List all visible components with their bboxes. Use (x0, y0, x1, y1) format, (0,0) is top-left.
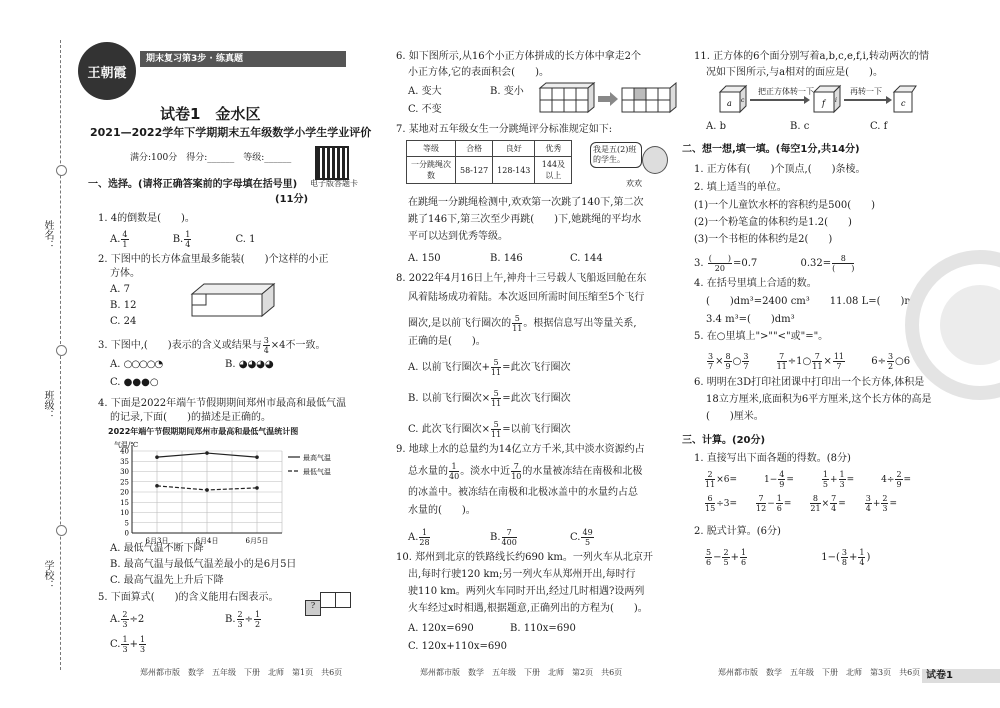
q2-opt-c: C. 24 (110, 316, 137, 327)
table-cell: 128-143 (493, 157, 535, 184)
legend-label: 最低气温 (303, 468, 331, 476)
s2-q1: 1. 正方体有( )个顶点,( )条棱。 (694, 164, 866, 175)
s3-q2-expr: $\frac{5}{6}$ − $\frac{2}{5}$ + $\frac{1}{6}$ 1−( $\frac{3}{8}$ + $\frac{1}{4}$ ) (706, 548, 871, 567)
svg-text:i: i (835, 97, 837, 104)
table-cell: 144及以上 (535, 157, 572, 184)
q6-opt-b: B. 变小 (490, 86, 524, 97)
q10-opt-b: B. 110x=690 (510, 623, 576, 634)
q7: 7. 某地对五年级女生一分跳绳评分标准规定如下: (396, 124, 613, 135)
q11-opt-c: C. f (870, 121, 888, 132)
q7-opt-c: C. 144 (570, 253, 603, 264)
q9-opt-a: A. $\frac{1}{28}$ (408, 528, 430, 547)
table-cell: 58-127 (456, 157, 493, 184)
oral-calc-grid: $\frac{2}{11}$ ×6= 1− $\frac{4}{9}$ = $\frac{1}{5}$ + $\frac{1}{3}$ = 4÷ $\frac{2}{9}$ = $\frac{6}{15}$ ÷3= $\frac{7}{12}$ − $\frac{1}{6}$ = $\frac{8}{21}$ × $\frac{7}{4}$ = $\frac{3}{4}$ + $\frac{2}{3}$ = (705, 470, 912, 513)
bubble-name: 欢欢 (626, 179, 642, 188)
s2-q2a: (1)一个儿童饮水杯的容积约是500( ) (694, 200, 876, 211)
y-tick-label: 35 (120, 457, 129, 466)
q8-opt-c: C. 此次飞行圈次× $\frac{5}{11}$ =以前飞行圈次 (408, 420, 571, 439)
q8-text-1: 8. 2022年4月16日上午,神舟十三号载人飞船返回舱在东 (396, 273, 647, 284)
q7-opt-a: A. 150 (408, 253, 441, 264)
q10-text-2: 出,每时行驶120 km;另一列火车从郑州开出,每时行 (408, 569, 636, 580)
s2-q5-items: $\frac{3}{7}$ × $\frac{8}{9}$ ○ $\frac{3}{7}$ $\frac{7}{11}$ ÷1○ $\frac{7}{11}$ × $\frac{11}{7}$ 6÷ $\frac{3}{2}$ ○6 (708, 352, 911, 371)
data-point (155, 455, 159, 459)
girl-illustration (642, 146, 668, 174)
section-1-score: (11分) (275, 194, 309, 205)
y-tick-label: 40 (120, 447, 129, 456)
q10-opt-a: A. 120x=690 (408, 623, 474, 634)
q5-opt-c: C. $\frac{1}{3}$ + $\frac{1}{3}$ (110, 635, 146, 654)
data-point (155, 484, 159, 488)
q3-opt-b: B. ◕◕◕◕ (225, 359, 274, 370)
column-2 (390, 0, 680, 708)
jump-rope-table (406, 140, 572, 184)
data-point (205, 488, 209, 492)
q9-text-4: 水量的( )。 (408, 505, 476, 516)
data-point (255, 486, 259, 490)
y-tick-label: 15 (120, 498, 129, 507)
cube-rotation-figure (718, 84, 918, 119)
table-header: 合格 (456, 141, 493, 157)
q11-opt-a: A. b (706, 121, 726, 132)
s2-q4: 4. 在括号里填上合适的数。 (694, 278, 817, 289)
step-badge: 期末复习第3步 · 练真题 (140, 51, 346, 67)
section-2-title: 二、想一想,填一填。(每空1分,共14分) (682, 144, 860, 155)
y-axis-label: 气温/℃ (114, 441, 139, 449)
class-label: 班级： (42, 390, 53, 420)
x-tick-label: 6月5日 (245, 537, 269, 545)
q4-opt-a: A. 最低气温不断下降 (110, 543, 204, 554)
q9-text-3: 的冰盖中。被冻结在南极和北极冰盖中的水量约占总 (408, 487, 638, 498)
q5-opt-a: A. $\frac{2}{3}$ ÷2 (110, 610, 145, 629)
secret-watermark (890, 250, 1000, 400)
paper-title: 试卷1 金水区 (160, 105, 261, 123)
s3-q1: 1. 直接写出下面各题的得数。(8分) (694, 453, 851, 464)
name-label: 姓名： (42, 220, 53, 250)
q7-opt-b: B. 146 (490, 253, 523, 264)
data-point (205, 451, 209, 455)
q4-cont: 的记录,下面( )的描述是正确的。 (110, 412, 271, 423)
brand-logo-text: 王朝霞 (87, 65, 127, 81)
footer-page-2: 郑州都市版 数学 五年级 下册 北师 第2页 共6页 (420, 668, 623, 677)
column-1 (0, 0, 370, 708)
y-tick-label: 0 (124, 529, 129, 538)
s2-q6-text-3: ( )厘米。 (706, 411, 764, 422)
table-cell: 一分跳绳次数 (407, 157, 456, 184)
q5: 5. 下面算式( )的含义能用右图表示。 (98, 592, 279, 603)
s2-q2: 2. 填上适当的单位。 (694, 182, 787, 193)
score-line: 满分:100分 得分:______ 等级:______ (130, 153, 292, 163)
footer-page-3: 郑州都市版 数学 五年级 下册 北师 第3页 共6页 (718, 668, 921, 677)
paper-subtitle: 2021—2022学年下学期期末五年级数学小学生学业评价 (90, 126, 372, 139)
y-tick-label: 25 (120, 478, 129, 487)
y-tick-label: 20 (120, 488, 129, 497)
school-label: 学校： (42, 560, 53, 590)
chart-svg (108, 437, 358, 552)
svg-text:f: f (822, 99, 825, 108)
q9-opt-b: B. $\frac{7}{400}$ (490, 528, 517, 547)
q7-text-1: 在跳绳一分跳绳检测中,欢欢第一次跳了140下,第二次 (408, 197, 644, 208)
q10-text-4: 火车经过x时相遇,根据题意,正确列出的方程为( )。 (408, 603, 648, 614)
svg-text:a: a (727, 99, 732, 108)
q9: 9. 地球上水的总量约为14亿立方千米,其中淡水资源约占 (396, 444, 645, 455)
q4-opt-c: C. 最高气温先上升后下降 (110, 575, 224, 586)
paper-tab: 试卷1 (922, 669, 1000, 683)
q10-opt-c: C. 120x+110x=690 (408, 641, 507, 652)
s2-q4a: ( )dm³=2400 cm³ 11.08 L=( )mL (706, 296, 921, 307)
table-header: 等级 (407, 141, 456, 157)
q8-opt-a: A. 以前飞行圈次+ $\frac{5}{11}$ =此次飞行圈次 (408, 358, 571, 377)
q5-opt-b: B. $\frac{2}{3}$ ÷ $\frac{1}{2}$ (225, 610, 261, 629)
section-3-title: 三、计算。(20分) (682, 435, 766, 446)
q7-text-3: 平可以达到优秀等级。 (408, 231, 508, 242)
s2-q6-text-1: 6. 明明在3D打印社团课中打印出一个长方体,体积是 (694, 377, 925, 388)
y-tick-label: 10 (120, 509, 129, 517)
q11-opt-b: B. c (790, 121, 810, 132)
q2-opt-b: B. 12 (110, 300, 137, 311)
temperature-chart (108, 426, 358, 555)
q3: 3. 下图中,( )表示的含义或结果与 $\frac{3}{4}$ ×4不一致。 (98, 336, 326, 355)
data-point (255, 455, 259, 459)
x-tick-label: 6月3日 (145, 537, 169, 545)
q2-cont: 方体。 (110, 268, 140, 279)
q8-opt-b: B. 以前飞行圈次× $\frac{5}{11}$ =此次飞行圈次 (408, 389, 571, 408)
y-tick-label: 30 (120, 468, 129, 476)
q8-text-3: 圈次,是以前飞行圈次的 $\frac{5}{11}$ 。根据信息写出等量关系, (408, 314, 637, 333)
q11: 11. 正方体的6个面分别写着a,b,c,e,f,i,转动两次的情 (694, 51, 929, 62)
q5-figure: ? (305, 592, 351, 616)
cubes-figure (538, 82, 678, 119)
s2-q4b: 3.4 m³=( )dm³ (706, 314, 795, 325)
s2-q3: 3. $\frac{( )}{20}$ =0.7 0.32= $\frac{8}{( )}$ (694, 254, 855, 273)
section-1-title: 一、选择。(请将正确答案前的字母填在括号里) (88, 179, 298, 190)
q4: 4. 下面是2022年端午节假期期间郑州市最高和最低气温 (98, 398, 347, 409)
q8-text-2: 风着陆场成功着陆。本次返回所需时间压缩至5个飞行 (408, 292, 645, 303)
legend-label: 最高气温 (303, 454, 331, 462)
q2-opt-a: A. 7 (110, 284, 130, 295)
q2: 2. 下图中的长方体盒里最多能装( )个这样的小正 (98, 254, 329, 265)
x-tick-label: 6月4日 (195, 537, 219, 545)
svg-text:c: c (901, 99, 906, 108)
q6: 6. 如下图所示,从16个小正方体拼成的长方体中拿走2个 (396, 51, 641, 62)
s3-q2: 2. 脱式计算。(6分) (694, 526, 781, 537)
chart-title: 2022年端午节假期期间郑州市最高和最低气温统计图 (108, 427, 299, 436)
arrow-label-1: 把正方体转一下 (758, 87, 814, 96)
q6-opt-a: A. 变大 (408, 86, 442, 97)
q6-cont: 小正方体,它的表面积会( )。 (408, 67, 549, 78)
q1: 1. 4的倒数是( )。 (98, 213, 195, 224)
q1-options: A. $\frac{4}{1}$ B. $\frac{1}{4}$ C. 1 (110, 230, 256, 249)
qr-caption: 电子版答题卡 (310, 179, 358, 188)
q6-opt-c: C. 不变 (408, 104, 442, 115)
q9-text-2: 总水量的 $\frac{1}{40}$ 。淡水中近 $\frac{7}{10}$ 的水量被冻结在南极和北极 (408, 462, 643, 481)
q10-text-1: 10. 郑州到北京的铁路线长约690 km。一列火车从北京开 (396, 552, 653, 563)
s2-q6-text-2: 18立方厘米,底面积为6平方厘米,这个长方体的高是 (706, 394, 932, 405)
s2-q5: 5. 在○里填上">""<"或"="。 (694, 331, 829, 342)
table-header: 优秀 (535, 141, 572, 157)
q3-opt-a: A. ○○○○◔ (110, 359, 163, 370)
footer-page-1: 郑州都市版 数学 五年级 下册 北师 第1页 共6页 (140, 668, 343, 677)
q11-cont: 况如下图所示,与a相对的面应是( )。 (706, 67, 883, 78)
q10-text-3: 驶110 km。两列火车同时开出,经过几时相遇?设两列 (408, 586, 645, 597)
table-header: 良好 (493, 141, 535, 157)
box-figure (190, 282, 280, 321)
q9-opt-c: C. $\frac{49}{5}$ (570, 528, 593, 547)
q3-opt-c: C. ●●●○ (110, 377, 159, 388)
y-tick-label: 5 (124, 519, 129, 528)
arrow-label-2: 再转一下 (850, 87, 882, 96)
q7-text-2: 跳了146下,第三次至少再跳( )下,她跳绳的平均水 (408, 214, 642, 225)
s2-q2b: (2)一个粉笔盒的体积约是1.2( ) (694, 217, 852, 228)
s2-q2c: (3)一个书柜的体积约是2( ) (694, 234, 833, 245)
q4-opt-b: B. 最高气温与最低气温差最小的是6月5日 (110, 559, 297, 570)
speech-bubble: 我是五(2)班的学生。 (590, 142, 642, 168)
svg-text:c: c (741, 97, 745, 104)
q8-text-4: 正确的是( )。 (408, 336, 486, 347)
